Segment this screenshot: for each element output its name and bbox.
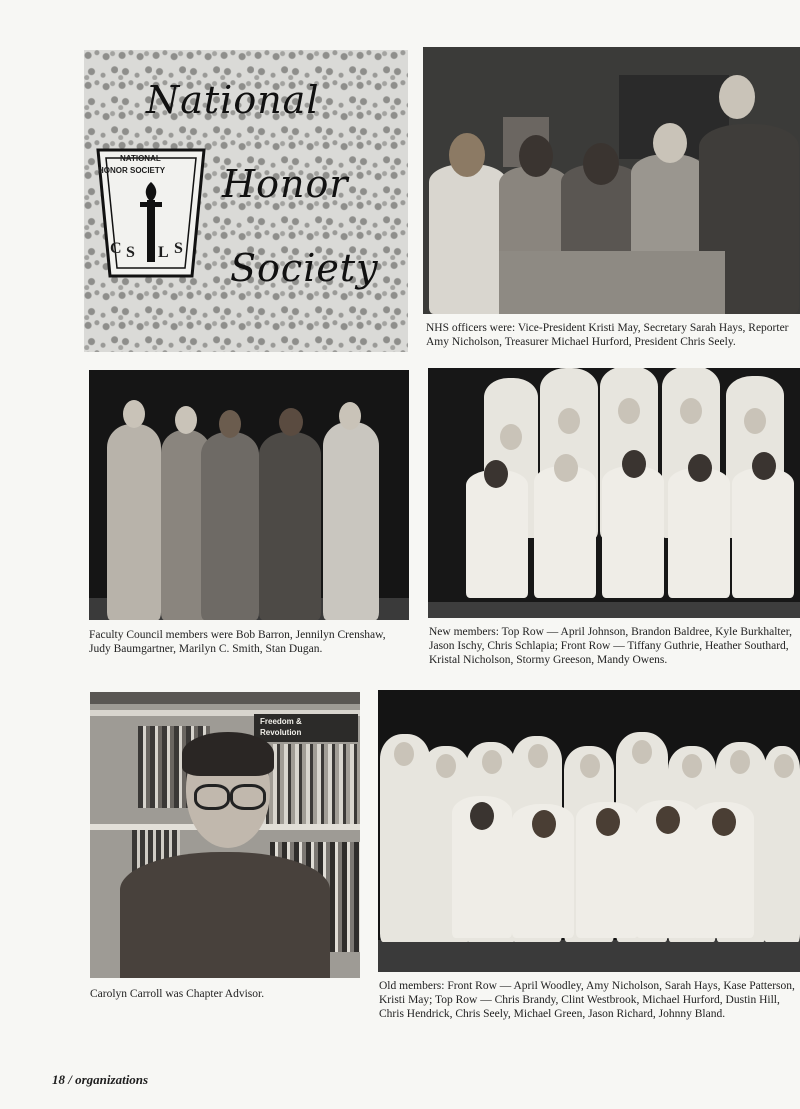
advisor-body [120,852,330,978]
page-folio [52,1072,148,1088]
glasses-left-icon [194,784,230,810]
old-members-caption: Old members: Front Row — April Woodley, Amy Nicholson, Sarah Hays, Kase Patterson, Kristi May; Top Row — Chris Brandy, Clint Westbrook, Michael Hurford, Dustin Hill, Chris Hendrick, Chris Seely, Michael Green, Jason Richard, Johnny Bland. [379,980,795,1020]
new-members-photo [428,368,800,618]
advisor-hair [182,732,274,776]
officers-caption: NHS officers were: Vice-President Kristi May, Secretary Sarah Hays, Reporter Amy Nicholson, Treasurer Michael Hurford, President Chris Seely. [426,322,789,348]
old-members-photo [378,690,800,972]
nhs-emblem-icon [92,142,210,282]
officers-photo [423,47,800,314]
emblem-letter-c: C [110,240,122,257]
title-panel [84,50,408,352]
faculty-photo [89,370,409,620]
advisor-photo [90,692,360,978]
emblem-letter-s: S [126,244,135,261]
podium-desk [499,251,725,314]
emblem-text-national: NATIONAL [120,154,161,163]
book-cover [254,714,358,742]
title-honor: Honor [222,162,349,206]
advisor-caption: Carolyn Carroll was Chapter Advisor. [90,988,265,1000]
emblem-letter-s2: S [174,240,183,257]
title-society: Society [230,246,379,290]
glasses-right-icon [230,784,266,810]
book-title-line2: Revolution [260,728,302,737]
book-title-line1: Freedom & [260,717,302,726]
faculty-caption: Faculty Council members were Bob Barron, Jennilyn Crenshaw, Judy Baumgartner, Marilyn C. Smith, Stan Dugan. [89,629,386,655]
bookshelf-books-2 [262,744,360,830]
section-name: organizations [75,1072,149,1087]
page-number: 18 [52,1072,65,1087]
emblem-letter-l: L [158,244,169,261]
folio-separator: / [68,1072,72,1087]
new-members-caption: New members: Top Row — April Johnson, Brandon Baldree, Kyle Burkhalter, Jason Ischy, Chris Schlapia; Front Row — Tiffany Guthrie, Heather Southard, Kristal Nicholson, Stormy Greeson, Mandy Owens. [429,626,792,666]
emblem-text-honor-society: HONOR SOCIETY [98,166,166,175]
title-national: National [146,78,320,122]
